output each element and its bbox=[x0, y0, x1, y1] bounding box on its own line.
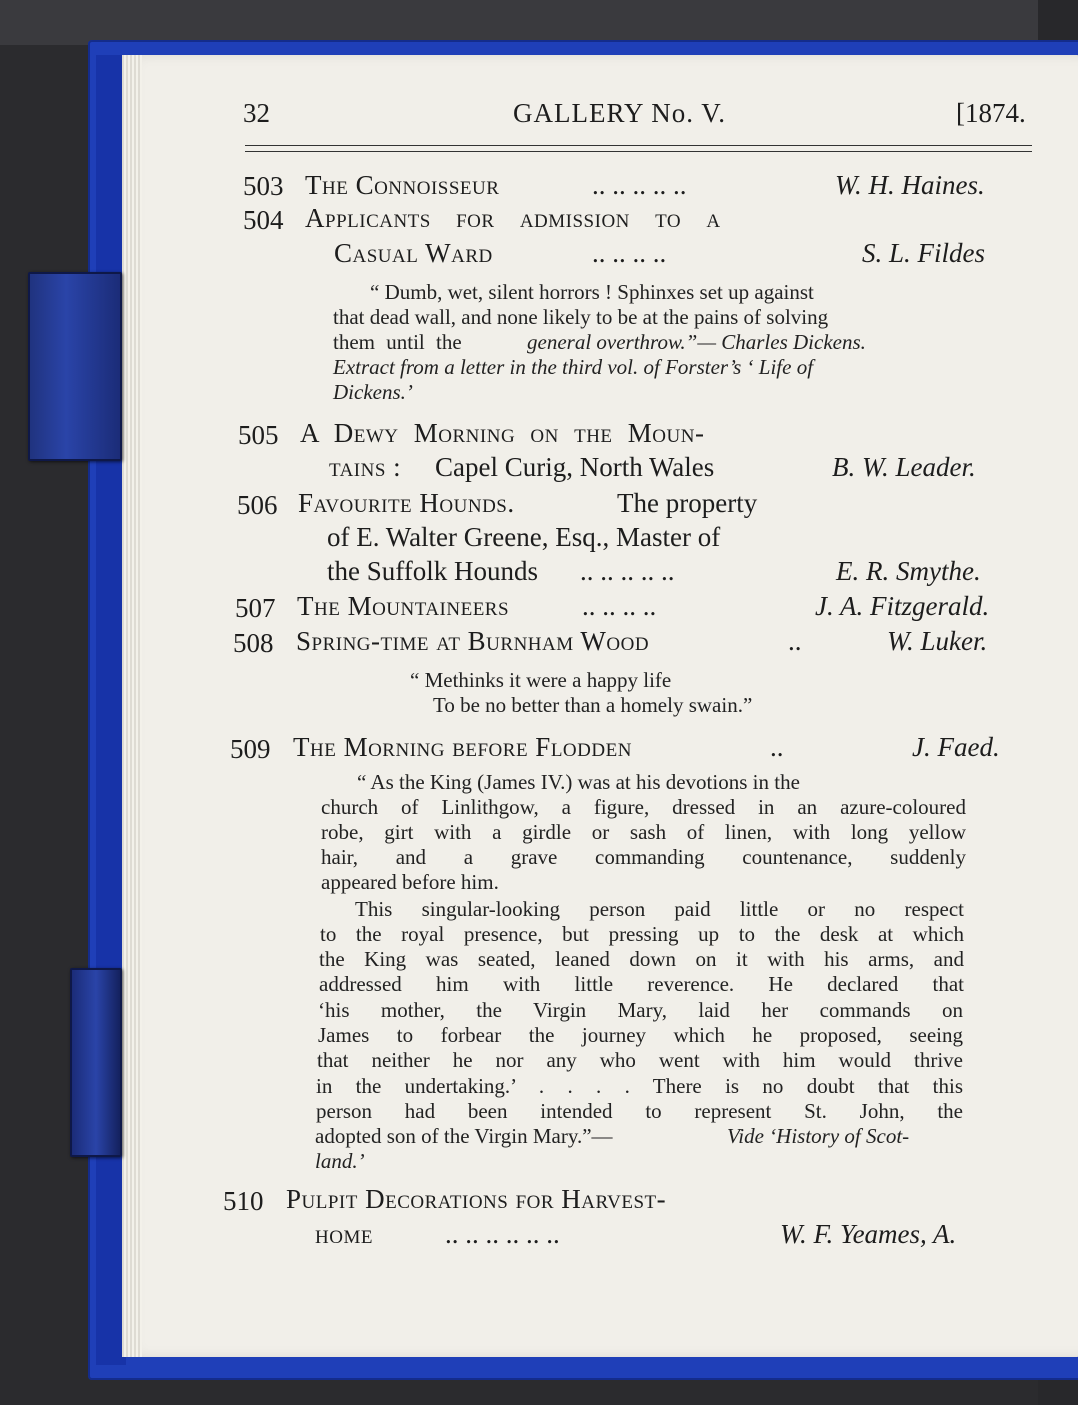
entry-title: The Mountaineers bbox=[297, 591, 510, 621]
entry-title-line-2b: Capel Curig, North Wales bbox=[435, 452, 715, 482]
entry-title-line-1b: The property bbox=[617, 488, 758, 518]
entry-title-line-1: A Dewy Morning on the Moun- bbox=[300, 418, 705, 448]
quote-line: ‘his mother, the Virgin Mary, laid her commands on bbox=[318, 998, 963, 1022]
entry-number: 503 bbox=[243, 171, 284, 201]
quote-line-italic: Extract from a letter in the third vol. of Forster’s ‘ Life of bbox=[333, 355, 814, 379]
bookmark-tab-top bbox=[28, 272, 122, 461]
quote-line: “ Dumb, wet, silent horrors ! Sphinxes set up against bbox=[370, 280, 814, 304]
quote-line: adopted son of the Virgin Mary.”— bbox=[315, 1124, 613, 1148]
entry-number: 508 bbox=[233, 628, 274, 658]
quote-line: addressed him with little reverence. He declared that bbox=[319, 972, 964, 996]
entry-title-line-3: the Suffolk Hounds bbox=[327, 556, 539, 586]
quote-line: hair, and a grave commanding countenance, suddenly bbox=[321, 845, 966, 869]
quote-line: church of Linlithgow, a figure, dressed in an azure-coloured bbox=[321, 795, 966, 819]
header-rule bbox=[245, 145, 1032, 146]
entry-title-line-2: Casual Ward bbox=[334, 238, 493, 268]
quote-line: “ Methinks it were a happy life bbox=[410, 668, 672, 692]
page-edges bbox=[122, 55, 142, 1357]
entry-title-line-2a: tains : bbox=[329, 452, 402, 482]
entry-artist: J. A. Fitzgerald. bbox=[815, 591, 990, 621]
entry-leaders: .. .. .. .. bbox=[582, 591, 657, 621]
page-year: [1874. bbox=[956, 98, 1026, 128]
quote-line: James to forbear the journey which he proposed, seeing bbox=[318, 1023, 963, 1047]
entry-artist: B. W. Leader. bbox=[832, 452, 976, 482]
quote-line-italic: Dickens.’ bbox=[333, 380, 413, 404]
entry-leaders: .. .. .. .. .. .. bbox=[445, 1219, 560, 1249]
entry-number: 507 bbox=[235, 593, 276, 623]
page-title: GALLERY No. V. bbox=[513, 98, 727, 128]
quote-line: person had been intended to represent St. John, the bbox=[316, 1099, 963, 1123]
quote-line: that dead wall, and none likely to be at the pains of solving bbox=[333, 305, 829, 329]
quote-line-italic: land.’ bbox=[315, 1149, 365, 1173]
entry-artist: W. H. Haines. bbox=[835, 170, 985, 200]
entry-leaders: .. .. .. .. .. bbox=[580, 556, 675, 586]
bookmark-tab-bottom bbox=[70, 968, 122, 1157]
entry-number: 504 bbox=[243, 205, 284, 235]
entry-title: Spring-time at Burnham Wood bbox=[296, 626, 650, 656]
quote-line: the King was seated, leaned down on it with his arms, and bbox=[319, 947, 964, 971]
quote-line: This singular-looking person paid little or no respect bbox=[355, 897, 964, 921]
entry-leaders: .. bbox=[788, 626, 802, 656]
quote-line: “ As the King (James IV.) was at his devotions in the bbox=[357, 770, 800, 794]
entry-leaders: .. .. .. .. bbox=[592, 238, 667, 268]
entry-artist: J. Faed. bbox=[912, 732, 1000, 762]
quote-line: them until the bbox=[333, 330, 462, 354]
quote-line: that neither he nor any who went with him would thrive bbox=[317, 1048, 963, 1072]
entry-number: 505 bbox=[238, 420, 279, 450]
entry-title: The Connoisseur bbox=[305, 170, 500, 200]
entry-number: 510 bbox=[223, 1186, 264, 1216]
quote-line: To be no better than a homely swain.” bbox=[433, 693, 753, 717]
quote-line: in the undertaking.’ . . . . There is no doubt that this bbox=[316, 1074, 963, 1098]
quote-line-italic: Vide ‘History of Scot- bbox=[727, 1124, 910, 1148]
header-rule-2 bbox=[245, 151, 1032, 152]
entry-number: 506 bbox=[237, 490, 278, 520]
background-top bbox=[0, 0, 1078, 45]
entry-title: The Morning before Flodden bbox=[293, 732, 632, 762]
quote-line: robe, girt with a girdle or sash of linen, with long yellow bbox=[321, 820, 966, 844]
page-number: 32 bbox=[243, 98, 270, 128]
entry-title-line-1: Applicants for admission to a bbox=[305, 203, 721, 233]
entry-artist: W. F. Yeames, A. bbox=[780, 1219, 957, 1249]
entry-title-line-1a: Favourite Hounds. bbox=[298, 488, 515, 518]
entry-title-line-2: of E. Walter Greene, Esq., Master of bbox=[327, 522, 721, 552]
entry-artist: E. R. Smythe. bbox=[836, 556, 981, 586]
entry-leaders: .. bbox=[770, 732, 784, 762]
entry-leaders: .. .. .. .. .. bbox=[592, 170, 687, 200]
quote-line: appeared before him. bbox=[321, 870, 499, 894]
entry-artist: S. L. Fildes bbox=[862, 238, 986, 268]
quote-line: to the royal presence, but pressing up to the desk at which bbox=[320, 922, 964, 946]
quote-line-italic: general overthrow.”— Charles Dickens. bbox=[527, 330, 866, 354]
entry-number: 509 bbox=[230, 734, 271, 764]
entry-title-line-1: Pulpit Decorations for Harvest- bbox=[286, 1184, 667, 1214]
entry-artist: W. Luker. bbox=[887, 626, 988, 656]
entry-title-line-2: home bbox=[315, 1219, 373, 1249]
